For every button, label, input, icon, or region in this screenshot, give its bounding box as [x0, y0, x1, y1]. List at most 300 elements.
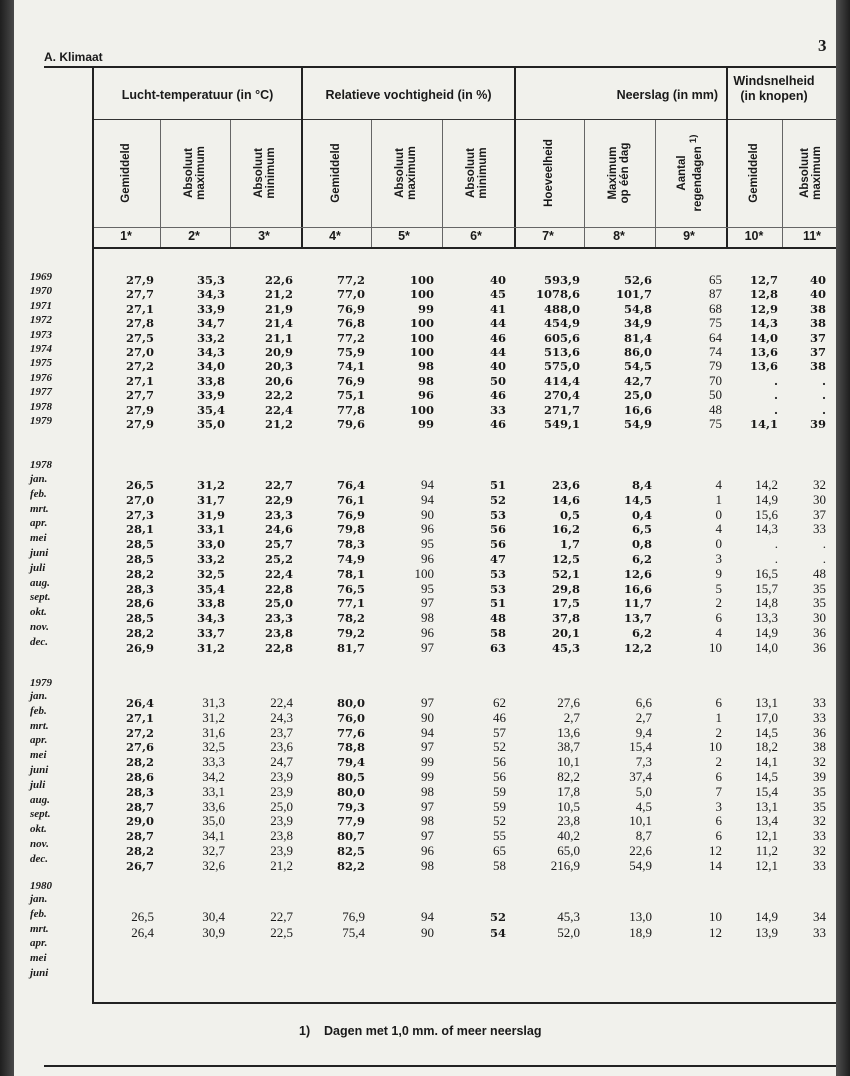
cell-temp-min: 21,2	[264, 287, 293, 302]
column-header: Maximum op één dag	[607, 142, 631, 204]
cell-rain-days: 2	[715, 724, 722, 740]
cell-temp-max: 33,1	[196, 522, 225, 537]
cell-precip-amount: 23,8	[557, 813, 580, 829]
cell-temp-max: 35,3	[196, 273, 225, 287]
cell-rain-days: 12	[709, 924, 722, 940]
cell-temp-min: 23,9	[270, 813, 293, 829]
cell-temp-min: 21,2	[270, 857, 293, 873]
cell-precip-amount: 513,6	[543, 345, 580, 359]
month-label: apr.	[30, 937, 48, 950]
cell-humidity-min: 57	[493, 724, 506, 740]
cell-humidity-mean: 79,8	[336, 522, 365, 537]
cell-precip-amount: 13,6	[557, 724, 580, 740]
cell-temp-max: 33,2	[196, 330, 225, 345]
cell-rain-days: 5	[715, 580, 722, 596]
cell-temp-mean: 26,5	[125, 478, 154, 492]
cell-temp-max: 34,3	[196, 287, 225, 302]
cell-humidity-mean: 76,8	[336, 316, 365, 331]
cell-wind-mean: 12,1	[755, 828, 778, 844]
page-edge-shadow	[836, 0, 850, 1076]
cell-precip-amount: 2,7	[563, 709, 580, 725]
cell-wind-max: 36	[813, 625, 826, 640]
cell-humidity-max: 99	[417, 301, 434, 316]
cell-temp-mean: 27,0	[125, 345, 154, 359]
cell-temp-mean: 28,1	[125, 522, 154, 537]
cell-wind-max: 32	[813, 754, 826, 770]
cell-wind-mean: 13,6	[749, 359, 778, 374]
cell-humidity-max: 96	[421, 843, 434, 858]
cell-precip-amount: 575,0	[543, 359, 580, 374]
column-number: 10*	[744, 229, 764, 243]
cell-humidity-mean: 79,3	[336, 799, 365, 814]
column-header: Hoeveelheid	[543, 139, 555, 207]
cell-precip-max-day: 12,2	[623, 640, 652, 655]
cell-humidity-mean: 76,4	[336, 478, 365, 492]
cell-humidity-mean: 76,1	[336, 492, 365, 507]
cell-precip-max-day: 10,1	[629, 813, 652, 829]
cell-humidity-min: 65	[493, 843, 506, 858]
column-number: 4*	[329, 229, 341, 243]
cell-humidity-mean: 79,2	[336, 626, 365, 640]
cell-wind-mean: 12,1	[755, 857, 778, 873]
cell-temp-min: 24,3	[270, 709, 293, 725]
cell-temp-min: 20,6	[264, 373, 293, 388]
cell-temp-mean: 28,2	[125, 626, 154, 640]
cell-temp-max: 33,0	[196, 537, 225, 552]
year-label: 1974	[30, 343, 52, 355]
cell-humidity-max: 100	[409, 287, 434, 302]
cell-humidity-max: 94	[421, 724, 434, 740]
cell-rain-days: 79	[709, 358, 722, 374]
cell-rain-days: 4	[715, 521, 722, 537]
cell-humidity-mean: 75,1	[336, 388, 365, 403]
cell-precip-max-day: 54,5	[623, 359, 652, 374]
cell-precip-amount: 14,6	[551, 492, 580, 507]
cell-temp-max: 32,5	[196, 566, 225, 581]
cell-wind-mean: 14,3	[755, 521, 778, 537]
cell-temp-mean: 27,2	[125, 725, 154, 740]
cell-precip-max-day: 14,5	[623, 492, 652, 507]
month-label: aug.	[30, 576, 50, 589]
cell-humidity-max: 96	[417, 388, 434, 403]
column-header: Absoluut maximum	[183, 146, 207, 200]
cell-temp-max: 33,7	[196, 626, 225, 640]
cell-humidity-max: 98	[421, 610, 434, 626]
cell-wind-max: 32	[813, 477, 826, 492]
cell-humidity-min: 53	[489, 566, 506, 581]
cell-precip-amount: 10,1	[557, 754, 580, 770]
cell-rain-days: 3	[715, 798, 722, 814]
cell-precip-max-day: 6,6	[635, 695, 652, 710]
cell-rain-days: 65	[709, 272, 722, 287]
cell-temp-min: 23,9	[270, 783, 293, 799]
cell-humidity-min: 50	[489, 373, 506, 388]
cell-rain-days: 0	[715, 506, 722, 522]
cell-humidity-max: 100	[409, 402, 434, 417]
cell-wind-mean: .	[773, 373, 778, 388]
cell-precip-amount: 10,5	[557, 798, 580, 814]
cell-temp-mean: 28,7	[125, 829, 154, 844]
cell-temp-min: 22,9	[264, 492, 293, 507]
column-header: Absoluut maximum	[799, 146, 823, 200]
cell-wind-max: 32	[813, 813, 826, 829]
cell-wind-max: 35	[813, 798, 826, 814]
column-header: Absoluut maximum	[394, 146, 418, 200]
cell-temp-mean: 26,5	[131, 909, 154, 924]
cell-precip-amount: 52,0	[557, 924, 580, 940]
cell-humidity-mean: 78,2	[336, 611, 365, 626]
cell-temp-mean: 28,2	[125, 755, 154, 770]
cell-temp-max: 31,2	[196, 640, 225, 655]
cell-rain-days: 75	[709, 416, 722, 431]
cell-wind-max: 32	[813, 843, 826, 858]
cell-precip-max-day: 13,7	[623, 611, 652, 626]
footer-rule	[44, 1065, 839, 1067]
cell-temp-max: 33,8	[196, 596, 225, 611]
cell-wind-max: .	[821, 402, 826, 417]
cell-temp-max: 33,6	[202, 798, 225, 814]
cell-wind-max: 38	[809, 359, 826, 374]
cell-temp-min: 24,7	[270, 754, 293, 770]
cell-rain-days: 0	[715, 536, 722, 552]
cell-temp-min: 22,4	[264, 566, 293, 581]
cell-wind-mean: 16,5	[755, 565, 778, 581]
cell-rain-days: 6	[715, 828, 722, 844]
cell-precip-max-day: 0,4	[631, 507, 652, 522]
cell-humidity-mean: 78,1	[336, 566, 365, 581]
cell-humidity-min: 52	[489, 910, 506, 924]
cell-wind-mean: 13,1	[755, 695, 778, 710]
cell-rain-days: 12	[709, 843, 722, 858]
cell-temp-min: 20,3	[264, 359, 293, 374]
cell-wind-max: 30	[813, 610, 826, 626]
cell-temp-max: 35,4	[196, 581, 225, 596]
column-number: 1*	[120, 229, 132, 243]
column-number: 11*	[802, 229, 822, 243]
footnote	[299, 1024, 541, 1038]
cell-temp-mean: 28,5	[125, 537, 154, 552]
cell-humidity-min: 58	[489, 626, 506, 640]
cell-precip-max-day: 11,7	[623, 596, 652, 611]
cell-temp-mean: 28,2	[125, 566, 154, 581]
year-label: 1972	[30, 314, 52, 327]
cell-rain-days: 64	[709, 329, 722, 345]
year-label: 1976	[30, 371, 52, 384]
cell-rain-days: 48	[709, 401, 722, 417]
cell-precip-amount: 45,3	[557, 909, 580, 924]
cell-precip-amount: 488,0	[543, 301, 580, 316]
cell-humidity-mean: 81,7	[336, 640, 365, 655]
cell-precip-max-day: 7,3	[635, 754, 652, 770]
cell-humidity-mean: 80,5	[336, 770, 365, 784]
cell-rain-days: 10	[709, 909, 722, 924]
cell-humidity-max: 94	[421, 477, 434, 492]
cell-humidity-max: 95	[421, 536, 434, 552]
cell-humidity-mean: 74,1	[336, 359, 365, 374]
cell-humidity-max: 96	[421, 625, 434, 640]
cell-temp-max: 33,9	[196, 388, 225, 403]
cell-precip-max-day: 22,6	[629, 843, 652, 858]
cell-humidity-min: 40	[489, 359, 506, 374]
year-label: 1977	[30, 386, 52, 399]
section-title: A. Klimaat	[44, 50, 103, 64]
column-header: Gemiddeld	[748, 143, 760, 203]
cell-temp-mean: 27,6	[125, 740, 154, 755]
document-page	[14, 0, 836, 1076]
cell-humidity-max: 94	[421, 909, 434, 924]
cell-precip-amount: 29,8	[551, 581, 580, 596]
footnote-text: Dagen met 1,0 mm. of meer neerslag	[324, 1024, 542, 1038]
cell-temp-max: 31,7	[196, 492, 225, 507]
cell-humidity-min: 59	[493, 798, 506, 814]
cell-temp-mean: 27,1	[125, 710, 154, 725]
cell-rain-days: 1	[715, 491, 722, 507]
cell-humidity-mean: 80,0	[336, 696, 365, 710]
cell-temp-mean: 27,9	[125, 273, 154, 287]
group-title-wind: Windsnelheid (in knopen)	[733, 74, 815, 103]
cell-humidity-max: 100	[409, 273, 434, 287]
cell-wind-max: 37	[809, 345, 826, 359]
cell-humidity-min: 46	[489, 388, 506, 403]
page-number: 3	[818, 36, 827, 55]
header-bottom-rule	[92, 247, 839, 249]
cell-humidity-max: 98	[421, 813, 434, 829]
year-label: 1973	[30, 328, 52, 341]
month-label: juli	[30, 561, 46, 574]
cell-humidity-max: 95	[421, 580, 434, 596]
cell-humidity-min: 55	[493, 828, 506, 844]
cell-rain-days: 1	[715, 709, 722, 725]
cell-wind-mean: 12,8	[749, 287, 778, 302]
cell-temp-max: 34,1	[202, 828, 225, 844]
cell-humidity-min: 58	[493, 857, 506, 873]
cell-rain-days: 14	[709, 857, 722, 873]
cell-temp-max: 35,0	[202, 813, 225, 829]
cell-temp-min: 24,6	[264, 522, 293, 537]
month-label: feb.	[30, 907, 47, 920]
cell-precip-max-day: 81,4	[623, 330, 652, 345]
cell-temp-max: 34,7	[196, 316, 225, 331]
cell-rain-days: 75	[709, 315, 722, 331]
cell-precip-max-day: 13,0	[629, 909, 652, 924]
cell-temp-min: 22,4	[270, 695, 293, 710]
cell-temp-max: 34,2	[202, 769, 225, 784]
cell-wind-mean: 15,6	[755, 506, 778, 522]
cell-humidity-mean: 75,9	[336, 345, 365, 359]
cell-temp-mean: 28,5	[125, 552, 154, 566]
cell-precip-max-day: 52,6	[623, 273, 652, 287]
cell-wind-mean: 11,2	[755, 843, 778, 858]
cell-temp-max: 31,9	[196, 507, 225, 522]
cell-humidity-mean: 79,6	[336, 417, 365, 431]
cell-humidity-mean: 80,7	[336, 829, 365, 844]
cell-rain-days: 4	[715, 625, 722, 640]
cell-temp-max: 35,0	[196, 417, 225, 431]
cell-wind-max: 33	[813, 695, 826, 710]
cell-temp-mean: 27,7	[125, 388, 154, 403]
cell-humidity-mean: 78,8	[336, 740, 365, 755]
cell-precip-max-day: 15,4	[629, 739, 652, 755]
cell-humidity-max: 98	[421, 783, 434, 799]
cell-humidity-max: 98	[417, 359, 434, 374]
month-label: aug.	[30, 793, 50, 806]
cell-humidity-max: 94	[421, 491, 434, 507]
cell-wind-mean: 12,9	[749, 301, 778, 316]
cell-precip-amount: 454,9	[543, 316, 580, 331]
cell-rain-days: 6	[715, 695, 722, 710]
cell-humidity-min: 56	[493, 754, 506, 770]
month-label: juni	[30, 547, 49, 559]
cell-temp-min: 22,5	[270, 924, 293, 940]
cell-rain-days: 9	[715, 565, 722, 581]
cell-humidity-mean: 76,9	[336, 507, 365, 522]
cell-wind-max: .	[821, 388, 826, 403]
cell-wind-mean: 14,9	[755, 909, 778, 924]
cell-wind-mean: 14,9	[755, 491, 778, 507]
cell-precip-max-day: 54,9	[629, 857, 652, 873]
year-heading: 1980	[30, 880, 52, 892]
cell-temp-min: 23,9	[270, 769, 293, 784]
cell-wind-max: 36	[813, 639, 826, 655]
cell-wind-mean: 13,1	[755, 798, 778, 814]
cell-temp-min: 25,0	[264, 596, 293, 611]
cell-wind-max: 37	[813, 506, 826, 522]
month-label: apr.	[30, 734, 48, 747]
cell-precip-amount: 40,2	[557, 828, 580, 844]
cell-temp-min: 23,3	[264, 507, 293, 522]
cell-rain-days: 3	[715, 551, 722, 566]
cell-humidity-min: 45	[489, 287, 506, 302]
cell-wind-max: 33	[813, 709, 826, 725]
cell-humidity-max: 90	[421, 709, 434, 725]
cell-temp-mean: 28,3	[125, 581, 154, 596]
cell-precip-max-day: 2,7	[635, 709, 652, 725]
cell-temp-max: 34,3	[196, 345, 225, 359]
cell-precip-amount: 38,7	[557, 739, 580, 755]
cell-wind-max: 39	[809, 417, 826, 431]
month-label: dec.	[30, 635, 49, 648]
cell-temp-min: 22,6	[264, 273, 293, 287]
cell-wind-max: 35	[813, 580, 826, 596]
cell-precip-amount: 20,1	[551, 626, 580, 640]
cell-wind-mean: 13,6	[749, 345, 778, 359]
cell-humidity-max: 97	[421, 639, 434, 655]
cell-precip-amount: 17,5	[551, 596, 580, 611]
cell-precip-amount: 52,1	[551, 566, 580, 581]
cell-humidity-min: 53	[489, 581, 506, 596]
cell-wind-mean: 14,1	[755, 754, 778, 770]
cell-temp-mean: 27,2	[125, 359, 154, 374]
cell-humidity-min: 40	[489, 273, 506, 287]
page-binding-shadow	[0, 0, 14, 1076]
cell-wind-mean: 14,5	[755, 724, 778, 740]
cell-wind-mean: .	[773, 402, 778, 417]
cell-temp-mean: 27,9	[125, 402, 154, 417]
column-header: Gemiddeld	[120, 143, 132, 203]
cell-wind-max: 37	[809, 330, 826, 345]
cell-wind-mean: 13,4	[755, 813, 778, 829]
column-number: 6*	[470, 229, 482, 243]
cell-humidity-max: 99	[421, 754, 434, 770]
cell-wind-max: 35	[813, 595, 826, 611]
cell-humidity-min: 44	[489, 345, 506, 359]
cell-precip-max-day: 18,9	[629, 924, 652, 940]
cell-precip-max-day: 34,9	[623, 316, 652, 331]
year-label: 1971	[30, 299, 52, 312]
cell-humidity-max: 98	[417, 373, 434, 388]
cell-humidity-min: 56	[493, 769, 506, 784]
cell-humidity-max: 97	[421, 695, 434, 710]
cell-temp-min: 22,8	[264, 640, 293, 655]
cell-wind-mean: 18,2	[755, 739, 778, 755]
cell-humidity-min: 56	[489, 522, 506, 537]
cell-temp-mean: 26,4	[131, 924, 154, 940]
cell-temp-mean: 27,5	[125, 330, 154, 345]
cell-wind-mean: 14,1	[749, 417, 778, 431]
cell-precip-max-day: 12,6	[623, 566, 652, 581]
cell-wind-max: 48	[813, 565, 826, 581]
cell-precip-max-day: 0,8	[631, 537, 652, 552]
month-label: sept.	[30, 591, 51, 604]
cell-wind-mean: 17,0	[755, 709, 778, 725]
cell-wind-mean: .	[774, 551, 778, 566]
cell-humidity-mean: 79,4	[336, 755, 365, 770]
cell-precip-amount: 65,0	[557, 843, 580, 858]
cell-precip-max-day: 8,7	[635, 828, 652, 844]
cell-temp-max: 30,4	[202, 909, 225, 924]
cell-precip-amount: 16,2	[551, 522, 580, 537]
cell-humidity-min: 53	[489, 507, 506, 522]
cell-temp-min: 23,3	[264, 611, 293, 626]
cell-temp-mean: 27,9	[125, 417, 154, 431]
month-label: mei	[30, 952, 47, 965]
cell-precip-max-day: 6,5	[631, 522, 652, 537]
cell-humidity-max: 90	[421, 924, 434, 940]
cell-temp-mean: 27,3	[125, 507, 154, 522]
cell-temp-max: 34,3	[196, 611, 225, 626]
cell-humidity-max: 100	[409, 316, 434, 331]
cell-temp-mean: 26,4	[125, 696, 154, 710]
cell-temp-mean: 27,8	[125, 316, 154, 331]
cell-humidity-min: 46	[493, 709, 506, 725]
month-label: juni	[30, 967, 49, 979]
cell-humidity-mean: 77,1	[336, 596, 365, 611]
cell-humidity-min: 59	[493, 783, 506, 799]
cell-humidity-mean: 77,2	[336, 273, 365, 287]
cell-wind-max: 38	[813, 739, 826, 755]
cell-temp-mean: 28,6	[125, 596, 154, 611]
cell-temp-min: 22,7	[270, 909, 293, 924]
month-label: mrt.	[30, 719, 49, 732]
cell-wind-max: 38	[809, 301, 826, 316]
cell-wind-mean: 14,8	[755, 595, 778, 611]
cell-temp-mean: 28,6	[125, 770, 154, 784]
year-label: 1969	[30, 271, 52, 283]
cell-humidity-min: 52	[493, 813, 506, 829]
cell-temp-mean: 27,1	[125, 301, 154, 316]
cell-humidity-min: 41	[489, 301, 506, 316]
cell-rain-days: 2	[715, 754, 722, 770]
column-header: Absoluut minimum	[253, 147, 277, 199]
cell-humidity-mean: 76,9	[336, 301, 365, 316]
cell-temp-mean: 26,9	[125, 640, 154, 655]
month-label: mei	[30, 749, 47, 762]
year-label: 1970	[30, 285, 52, 298]
cell-humidity-max: 99	[417, 417, 434, 431]
cell-humidity-mean: 82,2	[336, 858, 365, 873]
cell-temp-min: 25,0	[270, 798, 293, 814]
cell-wind-mean: 15,7	[755, 580, 778, 596]
